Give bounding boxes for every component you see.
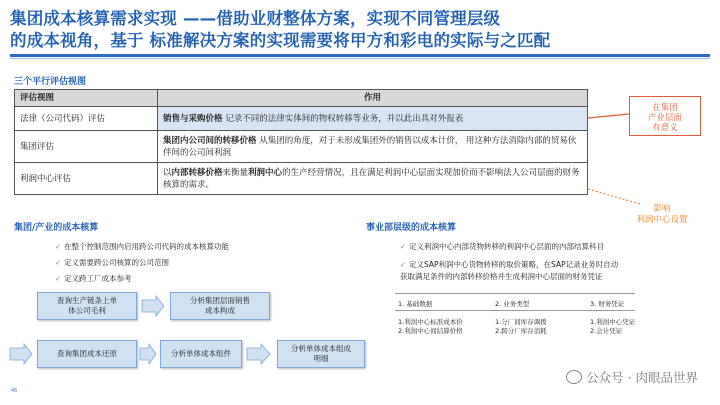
list-item: 2.利润中心间结算价格 <box>398 327 463 335</box>
role-mid: 来衡量 <box>222 167 249 178</box>
columns-top-line <box>395 293 635 294</box>
columns-mid-line <box>395 310 635 311</box>
list-item: 1.利润中心标准成本价 <box>398 318 463 326</box>
list-item <box>400 259 618 283</box>
role-keyword: 内部转移价格 <box>171 167 223 178</box>
callout-group-level-text: 在集团 产业层面 有意义 <box>647 103 682 133</box>
check-bullet-icon: ✓ <box>400 243 406 251</box>
table-header-view: 评估视图 <box>15 90 158 107</box>
arrow-right-icon <box>140 344 156 364</box>
slide-title-line2: 的成本视角，基于 标准解决方案的实现需要将甲方和彩电的实际与之匹配 <box>10 31 551 50</box>
check-bullet-icon: ✓ <box>55 275 61 283</box>
table-cell-view: 法律（公司代码）评估 <box>15 107 158 131</box>
left-section-heading: 集团/产业的成本核算 <box>14 223 99 233</box>
list-item-text: 定义SAP利润中心货物转移的取价策略，在SAP记录业务时自动 获取满足条件的内部转移价格并生成利润中心层面的财务凭证 <box>400 260 619 281</box>
column-items <box>495 318 547 336</box>
wechat-watermark <box>566 368 698 386</box>
check-bullet-icon: ✓ <box>55 259 61 267</box>
flow-box-text: 分析单体成本组件 <box>171 349 231 358</box>
flow-box-text: 分析单体成本组成 明细 <box>291 344 351 363</box>
list-item: 2.会计凭证 <box>590 327 623 335</box>
list-item-text: 定义需要跨公司核算的公司范围 <box>64 258 169 267</box>
table-header-role: 作用 <box>158 90 588 107</box>
flow-box-text: 查询生产链条上单 体公司毛利 <box>57 296 117 315</box>
watermark-text: 公众号 · 肉眼品世界 <box>586 370 698 385</box>
list-item: 1.利润中心凭证 <box>590 318 636 326</box>
flow-box-text: 查询集团成本还原 <box>57 349 117 358</box>
role-text: 从集团的角度，对于未形成集团外的销售以成本计价， 用这种方法消除内部的贸易伙伴间的公司间利润 <box>163 135 577 158</box>
list-item: 1.分厂间库存调拨 <box>495 318 547 326</box>
role-text: 记录不同的法律实体间的物权转移等业务，并以此出具对外报表 <box>222 113 464 124</box>
column-items <box>398 318 463 336</box>
role-keyword-2: 利润中心 <box>248 167 283 178</box>
role-keyword: 销售与采购价格 <box>163 113 223 124</box>
page-number: 46 <box>11 388 18 394</box>
flow-box-text: 分析集团层面销售 成本构成 <box>190 296 250 315</box>
column-header: 2. 业务类型 <box>495 300 530 308</box>
callout-profit-center-text: 影响 利润中心设置 <box>636 204 688 225</box>
arrow-right-icon <box>247 344 270 364</box>
role-text: 的生产经营情况，且在满足利润中心层面实现加价而不影响法人公司层面的财务核算的需求。 <box>163 167 580 190</box>
wechat-icon <box>566 370 582 384</box>
table-cell-view: 利润中心评估 <box>15 163 158 195</box>
list-item-text: 定义跨工厂成本参考 <box>64 274 132 283</box>
list-item <box>400 241 604 252</box>
arrow-right-icon <box>142 296 164 316</box>
role-keyword: 集团内公司间的转移价格 <box>163 135 257 146</box>
role-prefix: 以 <box>163 167 172 178</box>
list-item-text: 定义利润中心内部货物转移的利润中心层面的内部结算科目 <box>409 242 604 251</box>
section-three-views-heading: 三个平行评估视图 <box>14 77 87 87</box>
slide-title-line1: 集团成本核算需求实现 ——借助业财整体方案，实现不同管理层级 <box>10 9 501 28</box>
list-item: 2.跨分厂库存消耗 <box>495 327 547 335</box>
right-section-heading: 事业部层级的成本核算 <box>366 223 457 233</box>
arrow-right-icon <box>10 344 32 364</box>
column-items <box>590 318 635 336</box>
column-header: 1. 基础数据 <box>398 300 433 308</box>
column-header: 3. 财务凭证 <box>590 300 625 308</box>
table-cell-view: 集团评估 <box>15 131 158 163</box>
list-item-text: 在整个控制范围内启用跨公司代码的成本核算功能 <box>64 242 229 251</box>
check-bullet-icon: ✓ <box>55 243 61 251</box>
check-bullet-icon: ✓ <box>400 261 406 269</box>
